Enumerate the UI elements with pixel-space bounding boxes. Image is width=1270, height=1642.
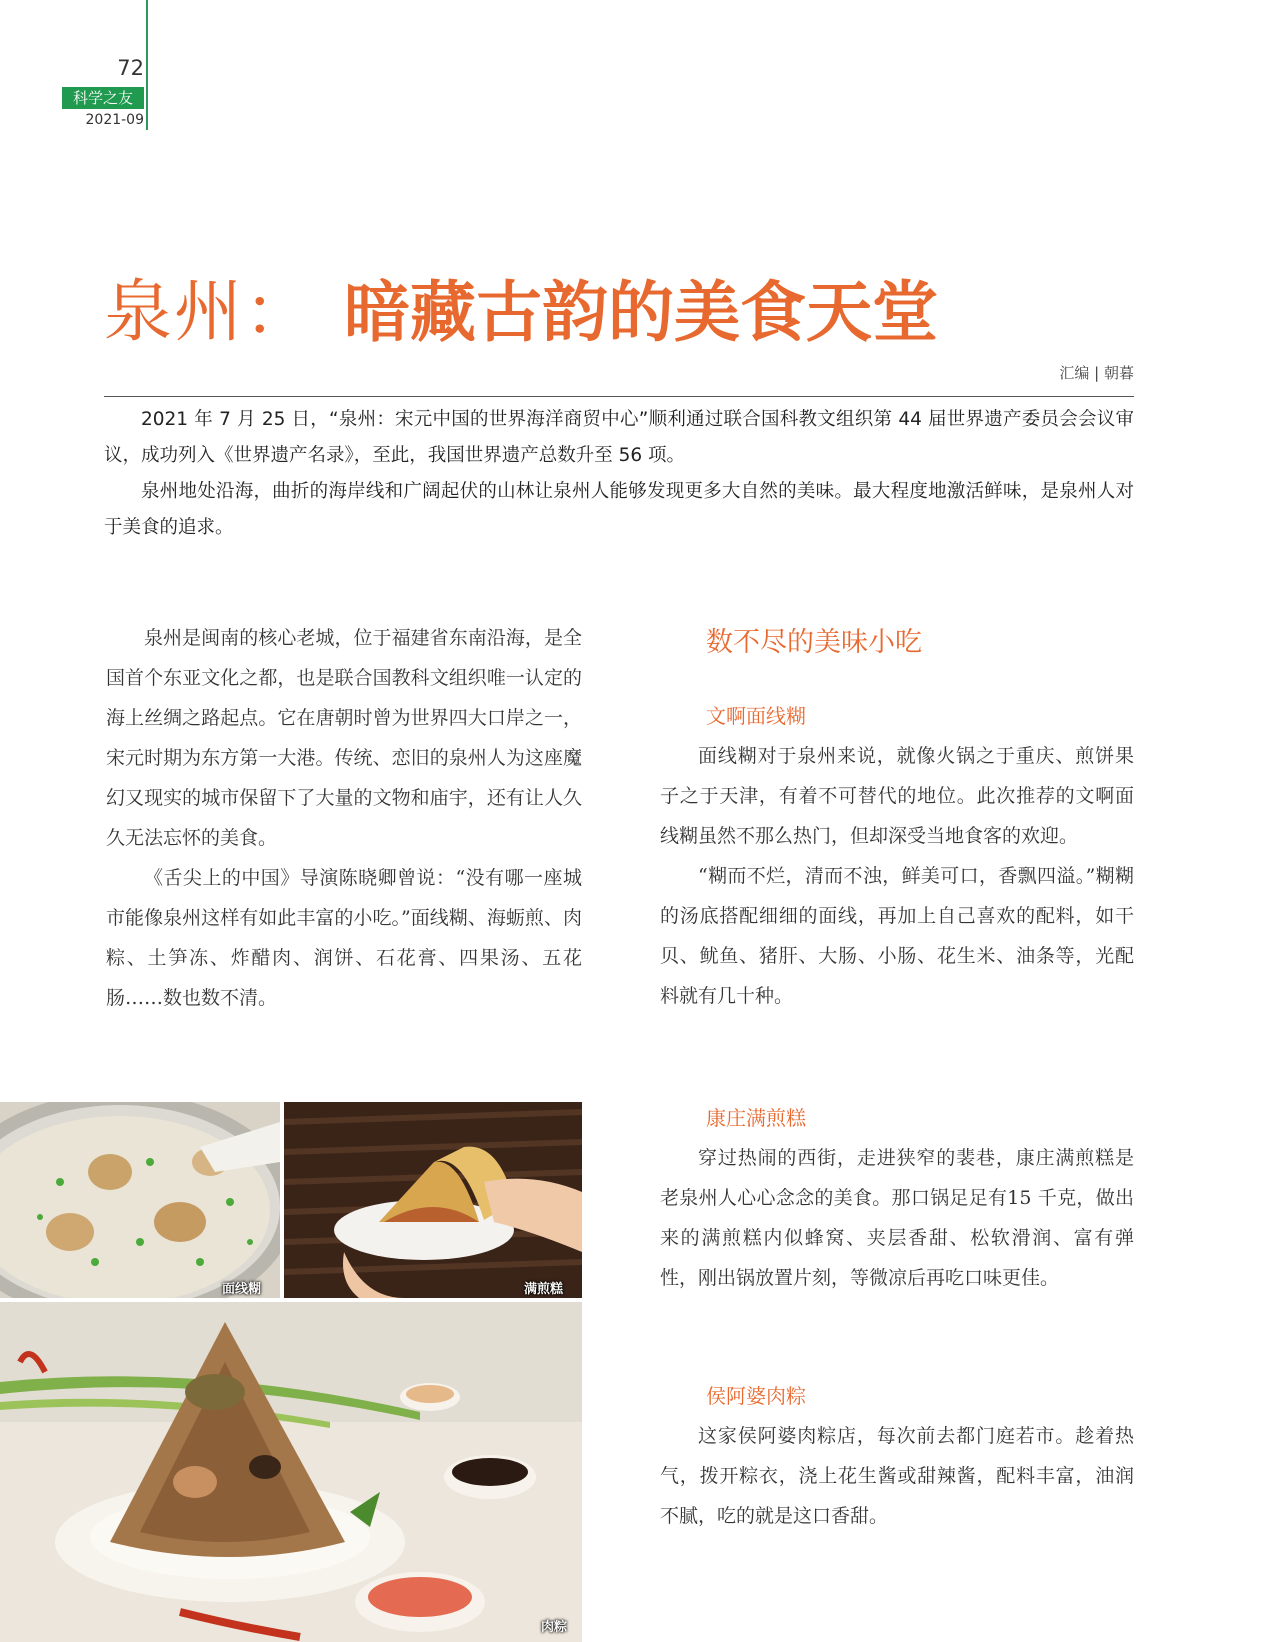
page-number: 72 bbox=[117, 56, 144, 80]
body-paragraph: 泉州是闽南的核心老城，位于福建省东南沿海，是全国首个东亚文化之都，也是联合国教科文组织唯一认定的海上丝绸之路起点。它在唐朝时曾为世界四大口岸之一，宋元时期为东方第一大港。传统、恋旧的泉州人为这座魔幻又现实的城市保留下了大量的文物和庙宇，还有让人久久无法忘怀的美食。 bbox=[106, 627, 582, 849]
item-heading: 文啊面线糊 bbox=[706, 704, 806, 728]
body-paragraph: “糊而不烂，清而不浊，鲜美可口，香飘四溢。”糊糊的汤底搭配细细的面线，再加上自己喜欢的配料，如干贝、鱿鱼、猪肝、大肠、小肠、花生米、油条等，光配料就有几十种。 bbox=[660, 865, 1134, 1007]
photo-caption: 满煎糕 bbox=[524, 1282, 564, 1297]
item-body bbox=[660, 736, 1134, 1016]
body-paragraph: 穿过热闹的西街，走进狭窄的裴巷，康庄满煎糕是老泉州人心心念念的美食。那口锅足足有15 千克，做出来的满煎糕内似蜂窝、夹层香甜、松软滑润、富有弹性，刚出锅放置片刻，等微凉后再吃口味更佳。 bbox=[660, 1147, 1134, 1289]
photo-caption: 肉粽 bbox=[541, 1620, 568, 1635]
body-paragraph: 《舌尖上的中国》导演陈晓卿曾说：“没有哪一座城市能像泉州这样有如此丰富的小吃。”面线糊、海蛎煎、肉粽、土笋冻、炸醋肉、润饼、石花膏、四果汤、五花肠……数也数不清。 bbox=[106, 867, 582, 1009]
item-body bbox=[660, 1138, 1134, 1298]
noodle-soup-photo bbox=[0, 1102, 280, 1298]
lead-paragraph: 2021 年 7 月 25 日，“泉州：宋元中国的世界海洋商贸中心”顺利通过联合国科教文组织第 44 届世界遗产委员会会议审议，成功列入《世界遗产名录》，至此，我国世界遗产总数升至 56 项。 bbox=[104, 409, 1134, 466]
body-paragraph: 这家侯阿婆肉粽店，每次前去都门庭若市。趁着热气，拨开粽衣，浇上花生酱或甜辣酱，配料丰富，油润不腻，吃的就是这口香甜。 bbox=[660, 1425, 1134, 1527]
rice-dumpling-photo bbox=[0, 1302, 582, 1642]
title-rule bbox=[104, 396, 1134, 397]
issue-date: 2021-09 bbox=[85, 112, 144, 128]
lead-paragraphs bbox=[104, 402, 1134, 546]
item-heading: 康庄满煎糕 bbox=[706, 1106, 806, 1130]
byline: 汇编 | 朝暮 bbox=[1059, 364, 1134, 382]
article-title bbox=[104, 258, 938, 355]
pancake-photo bbox=[284, 1102, 582, 1298]
item-body bbox=[660, 1416, 1134, 1536]
item-heading: 侯阿婆肉粽 bbox=[706, 1384, 806, 1408]
photo-caption: 面线糊 bbox=[222, 1282, 262, 1297]
body-paragraph: 面线糊对于泉州来说，就像火锅之于重庆、煎饼果子之于天津，有着不可替代的地位。此次推荐的文啊面线糊虽然不那么热门，但却深受当地食客的欢迎。 bbox=[660, 745, 1134, 847]
header-divider bbox=[146, 0, 148, 130]
lead-paragraph: 泉州地处沿海，曲折的海岸线和广阔起伏的山林让泉州人能够发现更多大自然的美味。最大程度地激活鲜味，是泉州人对于美食的追求。 bbox=[104, 481, 1134, 538]
section-heading: 数不尽的美味小吃 bbox=[706, 627, 922, 658]
title-main: 暗藏古韵的美食天堂 bbox=[344, 274, 939, 351]
title-place: 泉州： bbox=[104, 273, 315, 352]
left-column bbox=[106, 618, 582, 1018]
magazine-name: 科学之友 bbox=[62, 87, 144, 109]
